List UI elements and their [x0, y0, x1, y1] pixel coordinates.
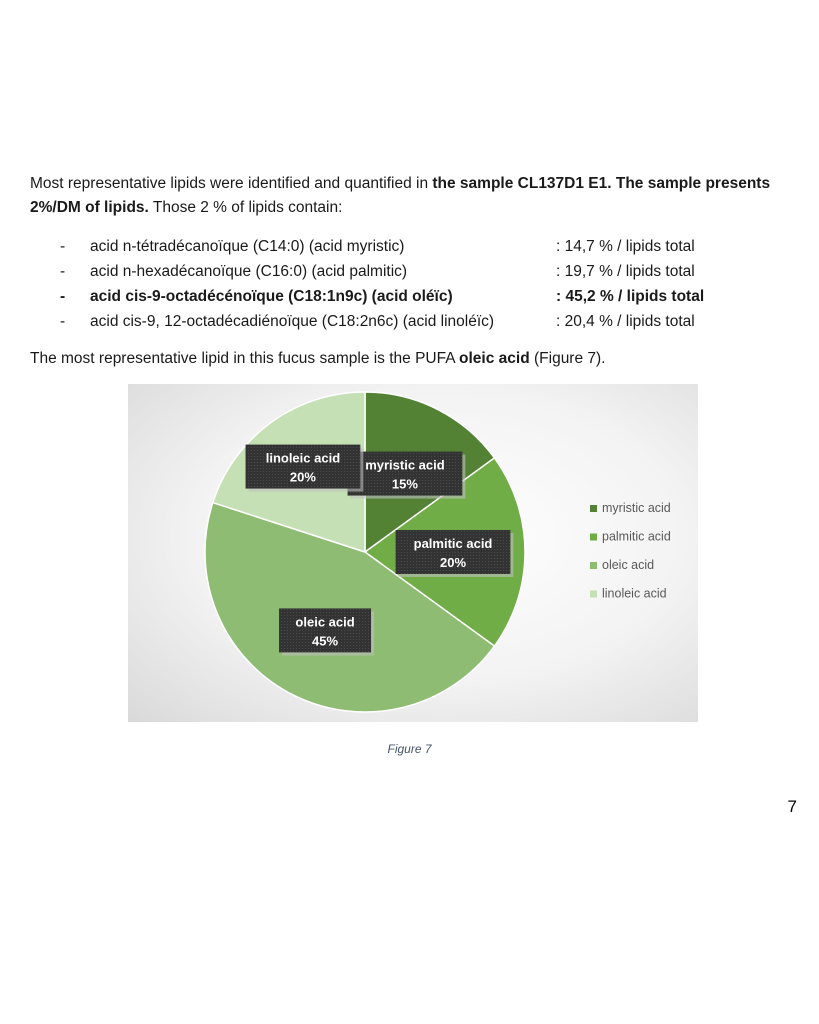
data-label-palmitic-acid [396, 530, 514, 577]
summary-bold-text: oleic acid [459, 350, 530, 367]
legend-swatch [590, 562, 597, 569]
legend-label: oleic acid [602, 558, 655, 572]
lipid-list [30, 234, 790, 334]
data-label-name: oleic acid [295, 614, 355, 630]
lipid-value: : 45,2 % / lipids total [556, 288, 705, 305]
data-label-oleic-acid [279, 608, 374, 655]
legend-entry-myristic-acid [590, 501, 671, 515]
data-label-myristic-acid [348, 452, 466, 499]
summary-text-2: (Figure 7). [529, 350, 606, 367]
legend-label: palmitic acid [602, 529, 671, 544]
page-number: 7 [787, 797, 797, 816]
legend-swatch [590, 505, 597, 512]
list-bullet: - [60, 313, 66, 330]
legend-entry-palmitic-acid [590, 530, 671, 544]
data-label-name: palmitic acid [413, 536, 493, 551]
figure-caption: Figure 7 [387, 742, 432, 756]
list-bullet: - [60, 238, 66, 255]
lipid-row-myristic [30, 234, 790, 259]
pie-chart-figure [128, 384, 698, 722]
legend-label: myristic acid [602, 501, 671, 515]
data-label-percent: 45% [312, 633, 339, 649]
lipid-row-linoleic [30, 309, 790, 334]
intro-text-1: Most representative lipids were identified and quantified in [30, 175, 433, 192]
summary-paragraph [30, 347, 790, 371]
legend-label: linoleic acid [602, 586, 667, 601]
data-label-percent: 20% [289, 469, 316, 485]
intro-bold-text: the sample CL137D1 E1. The sample presents 2%/DM of lipids. [30, 175, 771, 216]
lipid-row-palmitic [30, 259, 790, 284]
pie-chart-svg [128, 384, 698, 722]
legend-swatch [590, 591, 597, 598]
lipid-name: acid n-hexadécanoïque (C16:0) (acid palmitic) [90, 263, 408, 280]
data-label-linoleic-acid [246, 445, 364, 492]
list-bullet: - [60, 288, 66, 305]
data-label-name: linoleic acid [265, 450, 341, 466]
legend-swatch [590, 534, 597, 541]
intro-text-2: Those 2 % of lipids contain: [148, 199, 343, 216]
list-bullet: - [60, 263, 66, 280]
intro-paragraph [30, 172, 790, 220]
data-label-name: myristic acid [365, 457, 445, 473]
lipid-value: : 20,4 % / lipids total [556, 313, 695, 330]
lipid-name: acid n-tétradécanoïque (C14:0) (acid myristic) [90, 238, 405, 255]
lipid-name: acid cis-9-octadécénoïque (C18:1n9c) (acid oléïc) [90, 288, 453, 305]
lipid-value: : 14,7 % / lipids total [556, 238, 695, 255]
data-label-percent: 20% [439, 555, 467, 570]
lipid-value: : 19,7 % / lipids total [556, 263, 695, 280]
data-label-percent: 15% [391, 476, 418, 492]
legend-entry-linoleic-acid [590, 587, 667, 601]
lipid-row-oleic [30, 284, 790, 309]
legend-entry-oleic-acid [590, 558, 654, 572]
summary-text-1: The most representative lipid in this fucus sample is the PUFA [30, 350, 460, 367]
lipid-name: acid cis-9, 12-octadécadiénoïque (C18:2n6c) (acid linoléïc) [90, 313, 495, 330]
